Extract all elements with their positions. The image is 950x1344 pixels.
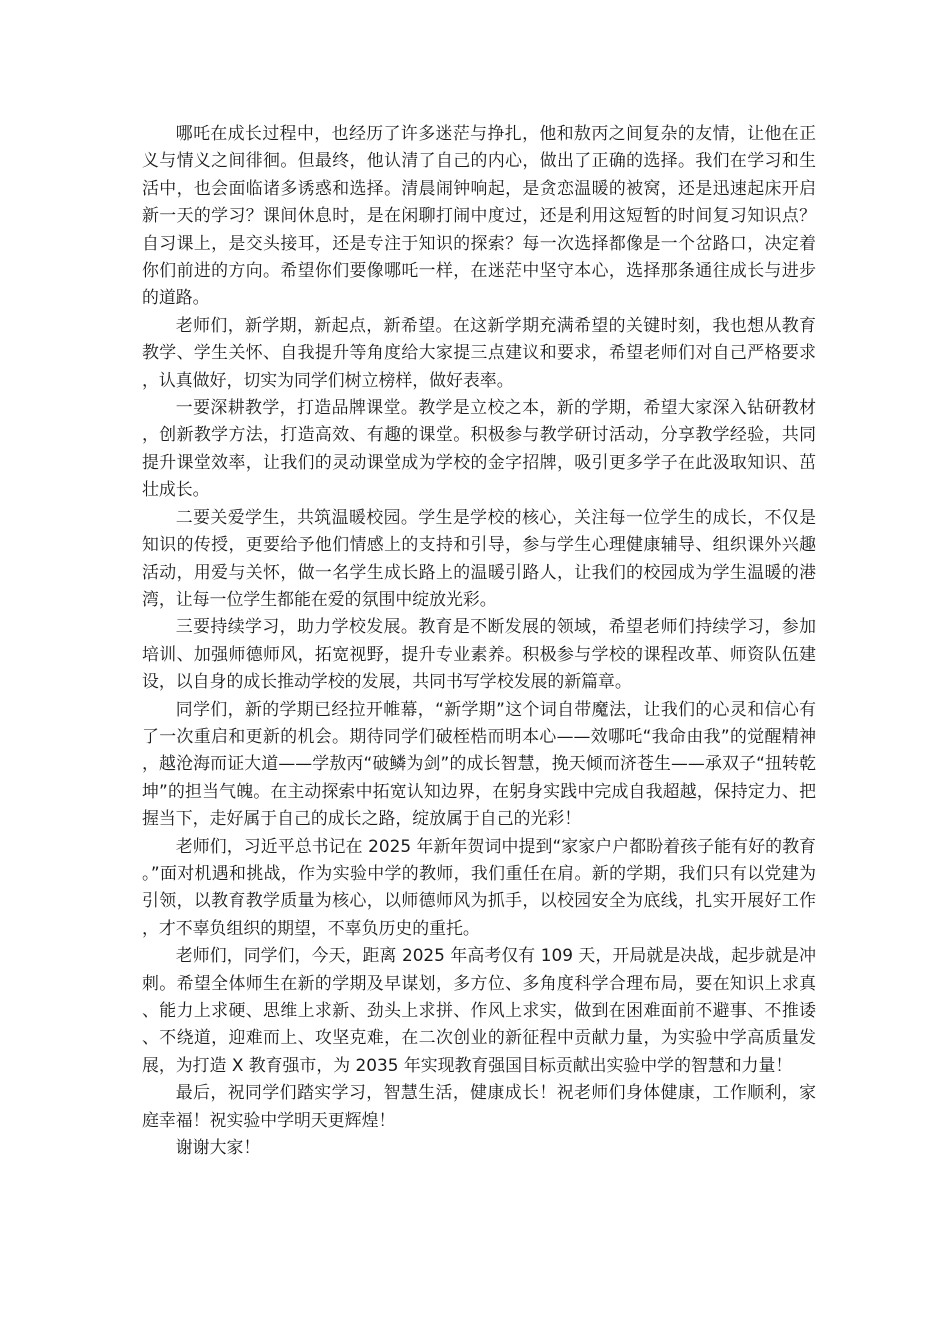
paragraph-thanks: 谢谢大家！ xyxy=(175,1137,261,1158)
paragraph-teachers-new-term: 老师们，新学期，新起点，新希望。在这新学期充满希望的关键时刻，我也想从教育教学、学生关怀、自我提升等角度给大家提三点建议和要求，希望老师们对自己严格要求，认真做好，切实为同学们树立榜样，做好表率。 xyxy=(142,314,816,390)
paragraph-suggestion-learning: 三要持续学习，助力学校发展。教育是不断发展的领域，希望老师们持续学习，参加培训、加强师德师风，拓宽视野，提升专业素养。积极参与学校的课程改革、师资队伍建设，以自身的成长推动学校的发展，共同书写学校发展的新篇章。 xyxy=(142,616,816,692)
paragraph-nezha-choices: 哪吒在成长过程中，也经历了许多迷茫与挣扎，他和敖丙之间复杂的友情，让他在正义与情义之间徘徊。但最终，他认清了自己的内心，做出了正确的选择。我们在学习和生活中，也会面临诸多诱惑和选择。清晨闹钟响起，是贪恋温暖的被窝，还是迅速起床开启新一天的学习？课间休息时，是在闲聊打闹中度过，还是利用这短暂的时间复习知识点？自习课上，是交头接耳，还是专注于知识的探索？每一次选择都像是一个岔路口，决定着你们前进的方向。希望你们要像哪吒一样，在迷茫中坚守本心，选择那条通往成长与进步的道路。 xyxy=(142,123,816,308)
paragraph-suggestion-teaching: 一要深耕教学，打造品牌课堂。教学是立校之本，新的学期，希望大家深入钻研教材，创新教学方法，打造高效、有趣的课堂。积极参与教学研讨活动，分享教学经验，共同提升课堂效率，让我们的灵动课堂成为学校的金字招牌，吸引更多学子在此汲取知识、茁壮成长。 xyxy=(142,397,816,500)
paragraph-closing-wishes: 最后，祝同学们踏实学习，智慧生活，健康成长！祝老师们身体健康，工作顺利，家庭幸福！祝实验中学明天更辉煌！ xyxy=(142,1082,816,1130)
paragraph-suggestion-care: 二要关爱学生，共筑温暖校园。学生是学校的核心，关注每一位学生的成长，不仅是知识的传授，更要给予他们情感上的支持和引导，参与学生心理健康辅导、组织课外兴趣活动，用爱与关怀，做一名学生成长路上的温暖引路人，让我们的校园成为学生温暖的港湾，让每一位学生都能在爱的氛围中绽放光彩。 xyxy=(142,506,816,609)
document-body xyxy=(142,120,816,1161)
paragraph-exam-countdown: 老师们，同学们，今天，距离 2025 年高考仅有 109 天，开局就是决战，起步就是冲刺。希望全体师生在新的学期及早谋划，多方位、多角度科学合理布局，要在知识上求真、能力上求硬、思维上求新、劲头上求拼、作风上求实，做到在困难面前不避事、不推诿、不绕道，迎难而上、攻坚克难，在二次创业的新征程中贡献力量，为实验中学高质量发展，为打造 X 教育强市，为 2035 年实现教育强国目标贡献出实验中学的智慧和力量！ xyxy=(142,945,816,1075)
paragraph-students-new-term: 同学们，新的学期已经拉开帷幕，“新学期”这个词自带魔法，让我们的心灵和信心有了一次重启和更新的机会。期待同学们破桎梏而明本心——效哪吒“我命由我”的觉醒精神，越沧海而证大道——学敖丙“破鳞为剑”的成长智慧，挽天倾而济苍生——承双子“扭转乾坤”的担当气魄。在主动探索中拓宽认知边界，在躬身实践中完成自我超越，保持定力、把握当下，走好属于自己的成长之路，绽放属于自己的光彩！ xyxy=(142,698,816,829)
paragraph-new-year-message: 老师们，习近平总书记在 2025 年新年贺词中提到“家家户户都盼着孩子能有好的教育。”面对机遇和挑战，作为实验中学的教师，我们重任在肩。新的学期，我们只有以党建为引领，以教育教学质量为核心，以师德师风为抓手，以校园安全为底线，扎实开展好工作，才不辜负组织的期望，不辜负历史的重托。 xyxy=(142,835,817,938)
